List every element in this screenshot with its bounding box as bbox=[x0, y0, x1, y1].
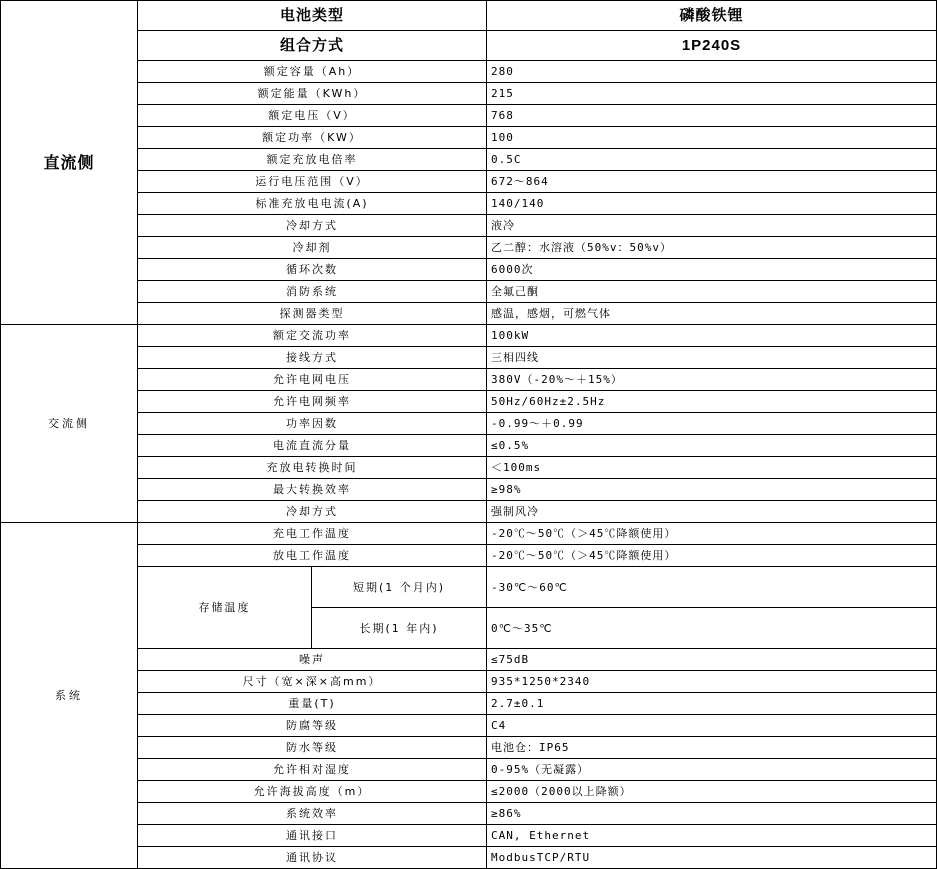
row-label: 运行电压范围（V） bbox=[138, 171, 487, 193]
row-value: CAN, Ethernet bbox=[487, 825, 937, 847]
table-row bbox=[1, 759, 937, 781]
storage-long-label: 长期(1 年内) bbox=[312, 608, 487, 649]
row-label: 允许海拔高度（m） bbox=[138, 781, 487, 803]
row-label: 冷却方式 bbox=[138, 215, 487, 237]
table-row bbox=[1, 715, 937, 737]
storage-short-value: -30℃～60℃ bbox=[487, 567, 937, 608]
table-row bbox=[1, 347, 937, 369]
table-row bbox=[1, 391, 937, 413]
table-row bbox=[1, 825, 937, 847]
table-row bbox=[1, 649, 937, 671]
row-label: 消防系统 bbox=[138, 281, 487, 303]
table-row bbox=[1, 413, 937, 435]
row-value: ≤75dB bbox=[487, 649, 937, 671]
row-label: 标准充放电电流(A) bbox=[138, 193, 487, 215]
storage-short-label: 短期(1 个月内) bbox=[312, 567, 487, 608]
table-row bbox=[1, 501, 937, 523]
table-row bbox=[1, 193, 937, 215]
table-row bbox=[1, 803, 937, 825]
row-label: 循环次数 bbox=[138, 259, 487, 281]
table-row bbox=[1, 127, 937, 149]
row-label: 额定能量（KWh） bbox=[138, 83, 487, 105]
row-value: 672～864 bbox=[487, 171, 937, 193]
storage-long-value: 0℃～35℃ bbox=[487, 608, 937, 649]
section-dc: 直流侧 bbox=[1, 1, 138, 325]
row-label: 功率因数 bbox=[138, 413, 487, 435]
row-value: 280 bbox=[487, 61, 937, 83]
table-row bbox=[1, 479, 937, 501]
row-value: 380V（-20%～＋15%） bbox=[487, 369, 937, 391]
table-row bbox=[1, 523, 937, 545]
table-row-storage-short bbox=[1, 567, 937, 608]
row-value: 三相四线 bbox=[487, 347, 937, 369]
row-label: 噪声 bbox=[138, 649, 487, 671]
row-value: 感温，感烟，可燃气体 bbox=[487, 303, 937, 325]
section-system: 系统 bbox=[1, 523, 138, 869]
table-row bbox=[1, 149, 937, 171]
row-value: C4 bbox=[487, 715, 937, 737]
row-value: 乙二醇：水溶液（50%v：50%v） bbox=[487, 237, 937, 259]
table-row bbox=[1, 171, 937, 193]
row-value: ≤2000（2000以上降额） bbox=[487, 781, 937, 803]
row-label: 重量(T) bbox=[138, 693, 487, 715]
row-value: 2.7±0.1 bbox=[487, 693, 937, 715]
row-label: 允许相对湿度 bbox=[138, 759, 487, 781]
storage-temp-label: 存储温度 bbox=[138, 567, 312, 649]
row-label: 允许电网电压 bbox=[138, 369, 487, 391]
row-label: 额定电压（V） bbox=[138, 105, 487, 127]
row-value: 935*1250*2340 bbox=[487, 671, 937, 693]
row-label: 通讯协议 bbox=[138, 847, 487, 869]
table-row bbox=[1, 457, 937, 479]
row-value: ＜100ms bbox=[487, 457, 937, 479]
row-value: 全氟己酮 bbox=[487, 281, 937, 303]
row-value: 215 bbox=[487, 83, 937, 105]
table-row bbox=[1, 847, 937, 869]
header-row-battery-type bbox=[1, 1, 937, 31]
row-label: 防腐等级 bbox=[138, 715, 487, 737]
row-value: ≤0.5% bbox=[487, 435, 937, 457]
row-label: 允许电网频率 bbox=[138, 391, 487, 413]
header-label: 电池类型 bbox=[138, 1, 487, 31]
row-label: 额定充放电倍率 bbox=[138, 149, 487, 171]
row-label: 通讯接口 bbox=[138, 825, 487, 847]
row-label: 最大转换效率 bbox=[138, 479, 487, 501]
row-value: 强制风冷 bbox=[487, 501, 937, 523]
section-ac: 交流侧 bbox=[1, 325, 138, 523]
row-label: 电流直流分量 bbox=[138, 435, 487, 457]
row-value: 100kW bbox=[487, 325, 937, 347]
table-row bbox=[1, 671, 937, 693]
table-row bbox=[1, 83, 937, 105]
row-label: 冷却剂 bbox=[138, 237, 487, 259]
table-row bbox=[1, 281, 937, 303]
table-row bbox=[1, 781, 937, 803]
row-label: 充放电转换时间 bbox=[138, 457, 487, 479]
table-row bbox=[1, 435, 937, 457]
row-label: 系统效率 bbox=[138, 803, 487, 825]
row-value: ≥86% bbox=[487, 803, 937, 825]
row-value: 6000次 bbox=[487, 259, 937, 281]
row-value: 液冷 bbox=[487, 215, 937, 237]
row-value: -20℃～50℃（＞45℃降额使用） bbox=[487, 523, 937, 545]
row-label: 冷却方式 bbox=[138, 501, 487, 523]
row-value: ≥98% bbox=[487, 479, 937, 501]
row-value: ModbusTCP/RTU bbox=[487, 847, 937, 869]
header-label: 组合方式 bbox=[138, 31, 487, 61]
row-label: 探测器类型 bbox=[138, 303, 487, 325]
row-value: 140/140 bbox=[487, 193, 937, 215]
table-row bbox=[1, 215, 937, 237]
table-row bbox=[1, 105, 937, 127]
table-row bbox=[1, 369, 937, 391]
row-value: 电池仓：IP65 bbox=[487, 737, 937, 759]
table-row bbox=[1, 737, 937, 759]
table-row bbox=[1, 237, 937, 259]
table-row bbox=[1, 61, 937, 83]
table-row bbox=[1, 303, 937, 325]
table-row bbox=[1, 259, 937, 281]
row-value: -0.99～＋0.99 bbox=[487, 413, 937, 435]
row-value: 0-95%（无凝露） bbox=[487, 759, 937, 781]
header-value: 磷酸铁锂 bbox=[487, 1, 937, 31]
row-value: -20℃～50℃（＞45℃降额使用） bbox=[487, 545, 937, 567]
row-label: 充电工作温度 bbox=[138, 523, 487, 545]
row-value: 100 bbox=[487, 127, 937, 149]
row-value: 768 bbox=[487, 105, 937, 127]
row-value: 50Hz/60Hz±2.5Hz bbox=[487, 391, 937, 413]
row-label: 接线方式 bbox=[138, 347, 487, 369]
table-row bbox=[1, 545, 937, 567]
row-label: 额定交流功率 bbox=[138, 325, 487, 347]
row-label: 额定功率（KW） bbox=[138, 127, 487, 149]
table-row bbox=[1, 325, 937, 347]
row-value: 0.5C bbox=[487, 149, 937, 171]
row-label: 额定容量（Ah） bbox=[138, 61, 487, 83]
table-row bbox=[1, 693, 937, 715]
header-row-combination bbox=[1, 31, 937, 61]
header-value: 1P240S bbox=[487, 31, 937, 61]
row-label: 尺寸（宽×深×高mm） bbox=[138, 671, 487, 693]
row-label: 放电工作温度 bbox=[138, 545, 487, 567]
row-label: 防水等级 bbox=[138, 737, 487, 759]
